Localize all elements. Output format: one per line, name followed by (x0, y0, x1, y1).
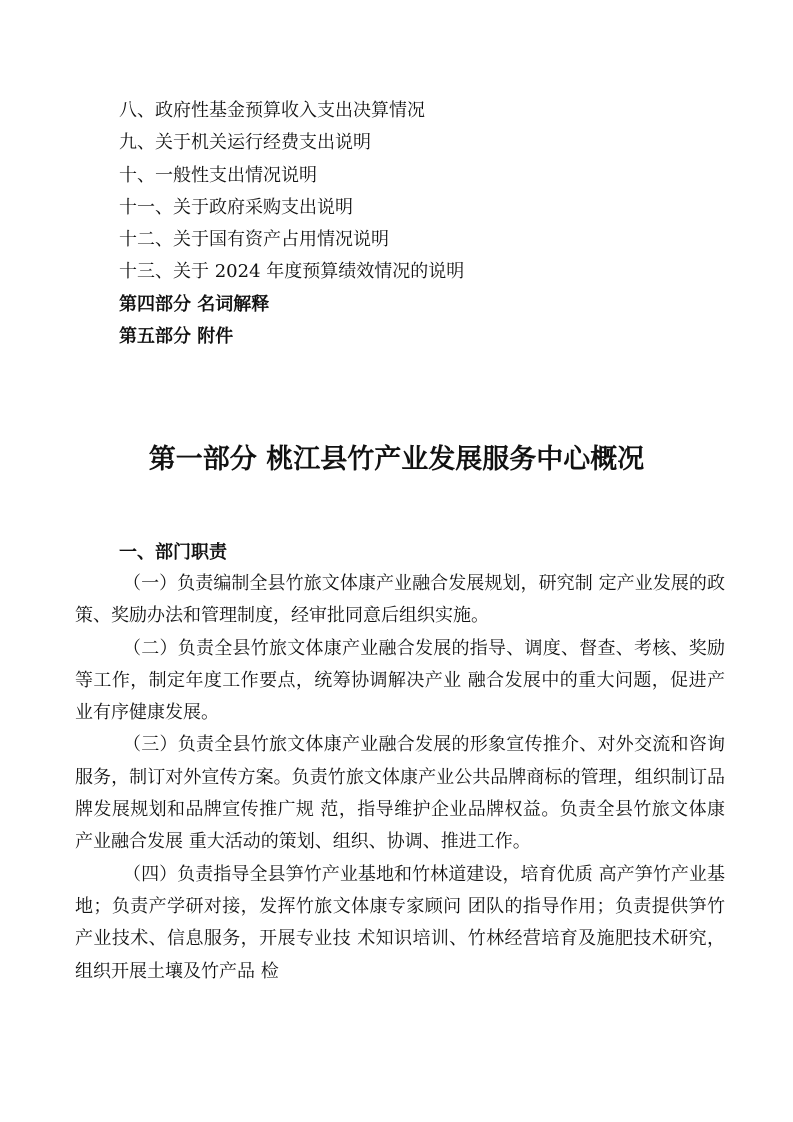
toc-item-9: 九、关于机关运行经费支出说明 (119, 132, 371, 153)
duty-paragraph-1: （一）负责编制全县竹旅文体康产业融合发展规划，研究制 定产业发展的政策、奖励办法和管理制度，经审批同意后组织实施。 (75, 573, 725, 627)
duty-paragraph-2: （二）负责全县竹旅文体康产业融合发展的指导、调度、督查、考核、奖励等工作，制定年度工作要点，统筹协调解决产业 融合发展中的重大问题，促进产业有序健康发展。 (75, 637, 725, 724)
duties-body (75, 568, 725, 988)
duty-paragraph-4: （四）负责指导全县笋竹产业基地和竹林道建设，培育优质 高产笋竹产业基地；负责产学研对接，发挥竹旅文体康专家顾问 团队的指导作用；负责提供笋竹产业技术、信息服务，开展专业技 术知识培训、竹林经营培育及施肥技术研究，组织开展土壤及竹产品 检 (75, 863, 725, 982)
section-heading-duties: 一、部门职责 (119, 542, 227, 563)
toc-item-8: 八、政府性基金预算收入支出决算情况 (119, 100, 425, 121)
duty-paragraph-3: （三）负责全县竹旅文体康产业融合发展的形象宣传推介、对外交流和咨询服务，制订对外宣传方案。负责竹旅文体康产业公共品牌商标的管理，组织制订品牌发展规划和品牌宣传推广规 范，指导维护企业品牌权益。负责全县竹旅文体康产业融合发展 重大活动的策划、组织、协调、推进工作。 (75, 734, 725, 853)
toc-item-13: 十三、关于 2024 年度预算绩效情况的说明 (119, 261, 465, 282)
toc-item-11: 十一、关于政府采购支出说明 (119, 197, 353, 218)
toc-part-4: 第四部分 名词解释 (119, 294, 270, 315)
toc-item-10: 十、一般性支出情况说明 (119, 165, 317, 186)
part-1-title: 第一部分 桃江县竹产业发展服务中心概况 (148, 444, 645, 475)
toc-item-12: 十二、关于国有资产占用情况说明 (119, 229, 389, 250)
toc-part-5: 第五部分 附件 (119, 326, 234, 347)
